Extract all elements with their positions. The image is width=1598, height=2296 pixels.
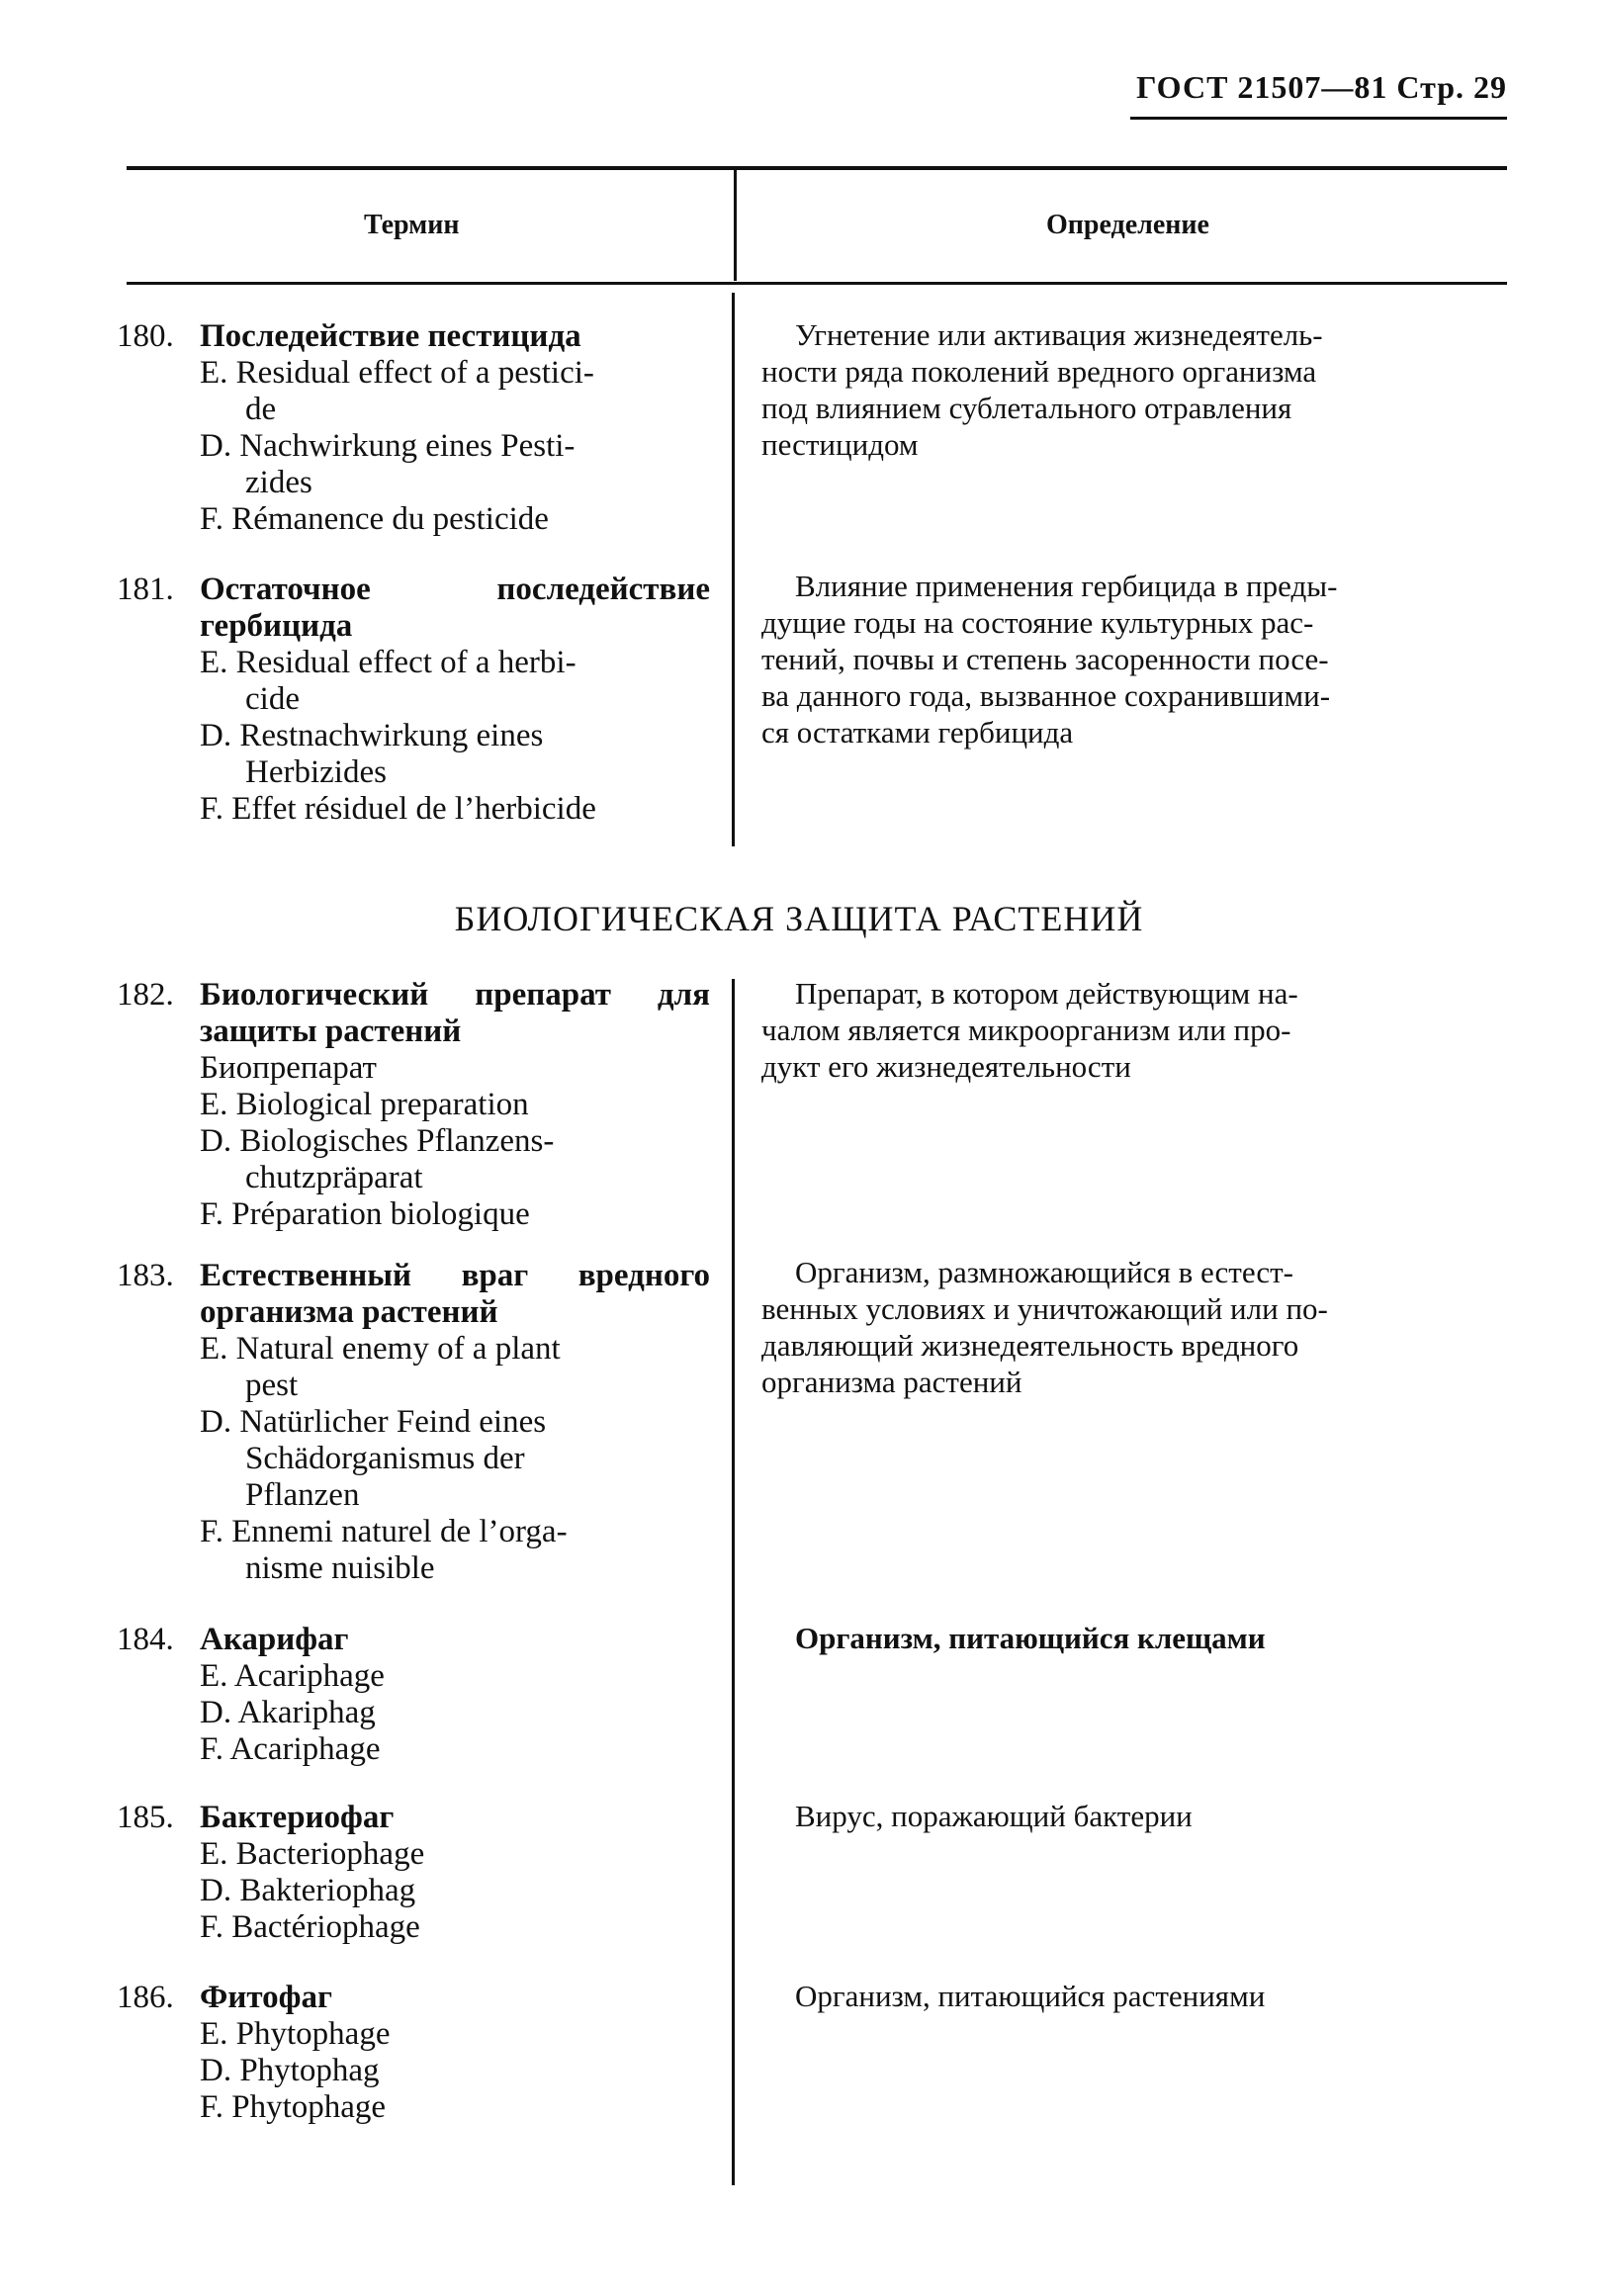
definition-184 xyxy=(761,1620,1507,1656)
page-header xyxy=(1136,69,1507,106)
term-number: 180. xyxy=(117,318,174,354)
term-english: E. Residual effect of a herbi- xyxy=(200,645,577,680)
column-heading-terms: Термин xyxy=(364,210,460,240)
column-heading-definition: Определение xyxy=(1046,210,1209,240)
definition-line: пестицидом xyxy=(761,427,919,462)
term-translations xyxy=(200,355,710,538)
header-text: ГОСТ 21507—81 Стр. 29 xyxy=(1136,69,1507,105)
term-german: D. Restnachwirkung eines xyxy=(200,718,544,753)
term-russian-line: защиты растений xyxy=(200,1014,462,1049)
term-russian xyxy=(200,572,710,645)
definition-185 xyxy=(761,1798,1507,1834)
term-english: E. Acariphage xyxy=(200,1658,385,1694)
term-number: 182. xyxy=(117,977,174,1013)
definition-line: Угнетение или активация жизнедеятель- xyxy=(795,317,1323,352)
term-german: D. Bakteriophag xyxy=(200,1873,416,1908)
term-english: E. Natural enemy of a plant xyxy=(200,1331,561,1367)
term-french: F. Bactériophage xyxy=(200,1909,420,1945)
term-german-cont: Pflanzen xyxy=(245,1477,360,1513)
definition-line: организма растений xyxy=(761,1365,1022,1399)
term-french: F. Préparation biologique xyxy=(200,1196,530,1232)
definition-line: ва данного года, вызванное сохранившими- xyxy=(761,678,1331,713)
term-english-cont: pest xyxy=(245,1368,299,1403)
definition-line: ности ряда поколений вредного организма xyxy=(761,354,1317,389)
term-russian-line: Фитофаг xyxy=(200,1980,332,2015)
table-header xyxy=(127,166,1507,285)
column-divider xyxy=(732,979,735,2185)
term-german: D. Nachwirkung eines Pesti- xyxy=(200,428,576,464)
term-number: 186. xyxy=(117,1980,174,2015)
term-translations xyxy=(200,2016,710,2126)
term-german-cont: chutzpräparat xyxy=(245,1160,423,1195)
term-russian xyxy=(200,1258,710,1331)
table-top-rule xyxy=(127,166,1507,170)
term-german-cont: Herbizides xyxy=(245,754,387,790)
definition-line: дукт его жизнедеятельности xyxy=(761,1049,1131,1084)
term-number: 185. xyxy=(117,1800,174,1835)
term-number: 181. xyxy=(117,572,174,607)
term-english: E. Residual effect of a pestici- xyxy=(200,355,594,391)
term-russian-line: гербицида xyxy=(200,608,353,644)
definition-line: Организм, питающийся клещами xyxy=(795,1621,1266,1655)
definition-line: ся остатками гербицида xyxy=(761,715,1074,750)
term-german-cont: Schädorganismus der xyxy=(245,1441,525,1476)
term-russian-line: организма растений xyxy=(200,1294,498,1330)
term-russian-line: Естественный враг вредного xyxy=(200,1258,710,1293)
definition-180 xyxy=(761,316,1507,463)
term-entry-183 xyxy=(117,1258,710,1594)
term-french: F. Effet résiduel de l’herbicide xyxy=(200,791,596,827)
term-translations xyxy=(200,1658,710,1768)
definition-line: венных условиях и уничтожающий или по- xyxy=(761,1291,1328,1326)
term-translations xyxy=(200,1331,710,1587)
term-translations xyxy=(200,645,710,828)
term-entry-185 xyxy=(117,1800,710,1948)
term-german: D. Biologisches Pflanzens- xyxy=(200,1123,555,1159)
header-rule xyxy=(1130,117,1507,120)
term-english-cont: de xyxy=(245,392,277,427)
term-german-cont: zides xyxy=(245,465,312,500)
column-divider xyxy=(732,293,735,846)
term-german: D. Phytophag xyxy=(200,2053,380,2088)
term-russian xyxy=(200,977,710,1050)
column-divider xyxy=(734,170,737,281)
term-russian-line: Бактериофаг xyxy=(200,1800,395,1835)
term-french: F. Phytophage xyxy=(200,2089,387,2125)
definition-line: под влиянием сублетального отравления xyxy=(761,391,1292,425)
term-english: E. Biological preparation xyxy=(200,1087,529,1122)
term-russian xyxy=(200,318,710,355)
term-french: F. Acariphage xyxy=(200,1731,381,1767)
term-french: F. Ennemi naturel de l’orga- xyxy=(200,1514,568,1549)
term-entry-186 xyxy=(117,1980,710,2128)
term-russian-line: Последействие пестицида xyxy=(200,318,581,354)
term-english-cont: cide xyxy=(245,681,300,717)
term-german: D. Natürlicher Feind eines xyxy=(200,1404,547,1440)
definition-182 xyxy=(761,975,1507,1085)
term-number: 183. xyxy=(117,1258,174,1293)
definition-line: Вирус, поражающий бактерии xyxy=(795,1799,1193,1833)
term-translations xyxy=(200,1836,710,1946)
term-number: 184. xyxy=(117,1622,174,1657)
term-entry-184 xyxy=(117,1622,710,1770)
term-entry-181 xyxy=(117,572,710,839)
term-russian xyxy=(200,1980,710,2016)
definition-line: Препарат, в котором действующим на- xyxy=(795,976,1298,1011)
definition-line: Организм, питающийся растениями xyxy=(795,1979,1266,2013)
definition-line: тений, почвы и степень засоренности посе- xyxy=(761,642,1329,676)
term-french: F. Rémanence du pesticide xyxy=(200,501,549,537)
definition-line: давляющий жизнедеятельность вредного xyxy=(761,1328,1299,1363)
definition-line: дущие годы на состояние культурных рас- xyxy=(761,605,1314,640)
term-synonym: Биопрепарат xyxy=(200,1050,377,1086)
term-entry-182 xyxy=(117,977,710,1234)
definition-line: Влияние применения гербицида в преды- xyxy=(795,569,1338,603)
definition-line: чалом является микроорганизм или про- xyxy=(761,1013,1291,1047)
table-header-rule xyxy=(127,282,1507,285)
term-russian xyxy=(200,1622,710,1658)
term-english: E. Bacteriophage xyxy=(200,1836,425,1872)
definition-183 xyxy=(761,1254,1507,1400)
definition-181 xyxy=(761,568,1507,751)
term-german: D. Akariphag xyxy=(200,1695,376,1730)
term-entry-180 xyxy=(117,318,710,546)
term-translations xyxy=(200,1050,710,1233)
definition-line: Организм, размножающийся в естест- xyxy=(795,1255,1294,1289)
section-title: БИОЛОГИЧЕСКАЯ ЗАЩИТА РАСТЕНИЙ xyxy=(454,899,1144,938)
term-russian-line: Остаточное последействие xyxy=(200,572,710,607)
term-russian-line: Биологический препарат для xyxy=(200,977,710,1013)
term-russian xyxy=(200,1800,710,1836)
term-english: E. Phytophage xyxy=(200,2016,391,2052)
term-french-cont: nisme nuisible xyxy=(245,1550,435,1586)
term-russian-line: Акарифаг xyxy=(200,1622,349,1657)
definition-186 xyxy=(761,1978,1507,2014)
